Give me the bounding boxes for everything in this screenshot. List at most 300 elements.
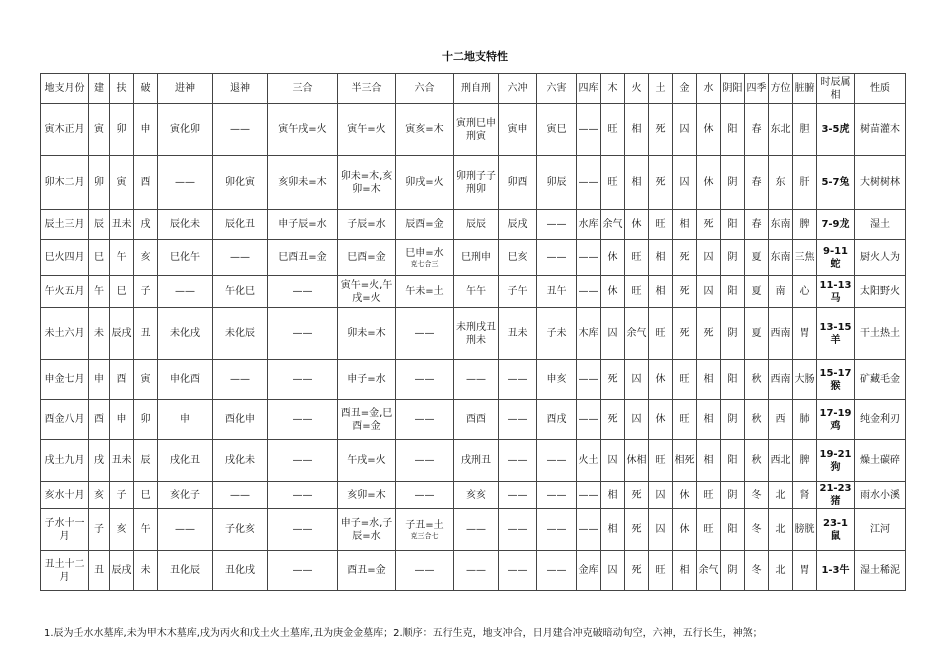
table-cell: 亥亥 [454,482,499,509]
table-cell: —— [396,551,454,591]
table-cell: —— [158,156,213,210]
table-cell: —— [268,551,338,591]
table-cell: 相 [697,440,721,482]
table-cell: 卯 [89,156,110,210]
table-cell: 午化巳 [213,276,268,308]
table-cell: —— [158,276,213,308]
table-cell: 相 [649,240,673,276]
column-header: 建 [89,74,110,104]
table-cell: 相 [625,156,649,210]
table-cell: 丑未 [110,210,134,240]
table-cell: —— [454,551,499,591]
table-cell: 1-3牛 [817,551,855,591]
table-cell: 申 [110,400,134,440]
table-cell: 巳刑申 [454,240,499,276]
table-cell: 辰戌 [499,210,537,240]
table-cell: 厨火人为 [855,240,906,276]
table-cell: 午未=土 [396,276,454,308]
table-cell: 21-23猪 [817,482,855,509]
table-cell: 旺 [625,240,649,276]
table-cell: —— [268,400,338,440]
table-cell: 干土热土 [855,308,906,360]
cell-text: 巳申=水 [405,247,444,259]
table-cell: 亥卯未=木 [268,156,338,210]
table-cell: 丑化戌 [213,551,268,591]
table-cell: —— [577,104,601,156]
table-cell: 胃 [793,308,817,360]
table-cell: 子化亥 [213,509,268,551]
table-cell: 囚 [649,509,673,551]
table-cell: 东南 [769,240,793,276]
table-cell: 囚 [697,240,721,276]
table-cell: 未土六月 [41,308,89,360]
page-title: 十二地支特性 [442,50,508,63]
table-cell: 卯酉 [499,156,537,210]
table-cell: 巳 [134,482,158,509]
table-cell: 脾 [793,210,817,240]
table-cell: 死 [673,308,697,360]
table-cell: 膀胱 [793,509,817,551]
table-cell: 未刑戌丑刑未 [454,308,499,360]
table-cell: 休 [649,360,673,400]
table-cell: 酉 [89,400,110,440]
table-cell: 寅午=火 [338,104,396,156]
table-cell: 阴 [721,551,745,591]
table-cell: 亥 [110,509,134,551]
table-cell: 卯未=木,亥卯=木 [338,156,396,210]
table-cell: 子午 [499,276,537,308]
cell-note: 克七合三 [410,259,439,268]
table-cell: 寅 [110,156,134,210]
table-cell: 东南 [769,210,793,240]
table-cell: 午午 [454,276,499,308]
table-cell: 肝 [793,156,817,210]
table-cell: —— [577,360,601,400]
table-cell: —— [537,509,577,551]
table-cell: 子 [134,276,158,308]
table-cell: —— [577,276,601,308]
table-cell: 相 [601,509,625,551]
table-cell: 戌刑丑 [454,440,499,482]
table-cell: 阳 [721,276,745,308]
table-cell: 申金七月 [41,360,89,400]
table-cell: 9-11蛇 [817,240,855,276]
table-cell: 亥化子 [158,482,213,509]
table-cell: 辰 [134,440,158,482]
table-cell: 囚 [625,400,649,440]
table-cell: —— [577,240,601,276]
table-cell: 春 [745,210,769,240]
table-cell: 江河 [855,509,906,551]
table-row [41,482,906,509]
table-cell: 阴 [721,482,745,509]
table-cell: 死 [697,210,721,240]
table-cell: 寅亥=木 [396,104,454,156]
table-cell: 23-1鼠 [817,509,855,551]
table-cell: 北 [769,509,793,551]
table-cell: 东北 [769,104,793,156]
table-cell: 湿土 [855,210,906,240]
table-cell: 死 [601,360,625,400]
table-cell: 寅申 [499,104,537,156]
table-cell: 休 [625,210,649,240]
table-cell: 相 [697,360,721,400]
table-cell: 北 [769,482,793,509]
table-cell: 三焦 [793,240,817,276]
table-cell: 卯未=木 [338,308,396,360]
table-cell: 亥 [134,240,158,276]
table-cell: —— [577,400,601,440]
column-header: 六害 [537,74,577,104]
table-cell: 旺 [649,210,673,240]
table-cell: 子水十一月 [41,509,89,551]
table-cell: 阴 [721,156,745,210]
column-header: 四季 [745,74,769,104]
table-cell: 旺 [601,156,625,210]
table-row [41,551,906,591]
table-cell: —— [396,482,454,509]
table-cell: —— [268,509,338,551]
table-row [41,360,906,400]
table-cell: 辰辰 [454,210,499,240]
table-cell: 午 [134,509,158,551]
column-header: 半三合 [338,74,396,104]
table-cell: —— [396,360,454,400]
table-cell: 南 [769,276,793,308]
column-header: 六冲 [499,74,537,104]
table-cell: 燥土碳碎 [855,440,906,482]
table-cell: 丑未 [499,308,537,360]
table-cell: 休 [601,240,625,276]
table-cell: 休相 [625,440,649,482]
table-cell: 阴 [721,240,745,276]
table-cell: 未 [134,551,158,591]
table-cell: —— [268,276,338,308]
table-cell: 阴 [721,308,745,360]
table-cell: —— [537,551,577,591]
table-cell: 死 [625,509,649,551]
table-cell: 纯金利刃 [855,400,906,440]
table-cell: 卯 [134,400,158,440]
column-header: 方位 [769,74,793,104]
column-header: 土 [649,74,673,104]
table-row [41,240,906,276]
header-row [41,74,906,104]
table-cell: —— [537,482,577,509]
table-cell: 太阳野火 [855,276,906,308]
table-cell: 夏 [745,240,769,276]
table-cell: 酉戌 [537,400,577,440]
table-cell: 休 [673,482,697,509]
table-cell: 北 [769,551,793,591]
table-cell: 辰酉=金 [396,210,454,240]
table-cell: 死 [601,400,625,440]
table-cell: 休 [649,400,673,440]
table-cell: 春 [745,104,769,156]
table-cell: 西 [769,400,793,440]
column-header: 扶 [110,74,134,104]
table-cell: —— [537,240,577,276]
table-row [41,156,906,210]
table-cell: 午火五月 [41,276,89,308]
table-row [41,104,906,156]
table-cell: 囚 [673,104,697,156]
table-cell: 申化酉 [158,360,213,400]
table-cell: 酉丑=金 [338,551,396,591]
table-cell: 申亥 [537,360,577,400]
table-cell: 阳 [721,509,745,551]
table-cell: —— [213,482,268,509]
table-cell: 旺 [649,308,673,360]
table-cell: 休 [697,156,721,210]
table-cell: 申 [134,104,158,156]
table-cell: 卯 [110,104,134,156]
table-cell: —— [499,440,537,482]
table-cell: —— [268,440,338,482]
table-row [41,400,906,440]
table-cell: 巳酉丑=金 [268,240,338,276]
table-cell: 寅化卯 [158,104,213,156]
table-cell: 相 [673,551,697,591]
table-cell: 肾 [793,482,817,509]
table-cell: 巳 [110,276,134,308]
column-header: 刑自刑 [454,74,499,104]
table-cell: 未化辰 [213,308,268,360]
table-cell: 子辰=水 [338,210,396,240]
table-cell: —— [499,551,537,591]
table-cell: —— [577,509,601,551]
table-cell: 午 [89,276,110,308]
footnote: 1.辰为壬水水墓库,未为甲木木墓库,戌为丙火和戊土火土墓库,丑为庚金金墓库；2.顺序：五行生克，地支冲合，日月建合冲克破暗动旬空，六神，五行长生，神煞； [44,628,763,639]
table-cell: 休 [697,104,721,156]
column-header: 木 [601,74,625,104]
column-header: 四库 [577,74,601,104]
table-cell: 死 [649,156,673,210]
table-row [41,210,906,240]
table-cell: —— [499,360,537,400]
table-cell: —— [268,482,338,509]
table-cell: 酉 [134,156,158,210]
table-cell: 申子辰=水 [268,210,338,240]
table-row [41,276,906,308]
table-cell: 旺 [625,276,649,308]
table-cell: 辰化丑 [213,210,268,240]
column-header: 地支月份 [41,74,89,104]
table-cell: 大肠 [793,360,817,400]
table-cell: 胃 [793,551,817,591]
table-cell: —— [577,482,601,509]
table-cell: —— [158,509,213,551]
earthly-branches-table [40,73,906,591]
column-header: 退神 [213,74,268,104]
table-cell: 相 [697,400,721,440]
table-cell: 余气 [625,308,649,360]
table-cell: 相 [625,104,649,156]
table-cell: 子未 [537,308,577,360]
table-cell: 湿土稀泥 [855,551,906,591]
table-cell: 东 [769,156,793,210]
table-cell: 申 [158,400,213,440]
table-cell: 辰戌 [110,308,134,360]
table-cell: 戌化丑 [158,440,213,482]
table-cell: 寅午戌=火 [268,104,338,156]
table-cell: 酉金八月 [41,400,89,440]
table-cell: 卯戌=火 [396,156,454,210]
table-cell: 心 [793,276,817,308]
table-cell: 旺 [649,551,673,591]
table-cell: 15-17猴 [817,360,855,400]
table-cell: 秋 [745,440,769,482]
column-header: 水 [697,74,721,104]
table-cell: 亥 [89,482,110,509]
table-cell: —— [213,104,268,156]
table-cell: —— [268,308,338,360]
table-cell: 亥水十月 [41,482,89,509]
table-cell: 囚 [673,156,697,210]
table-cell: 冬 [745,482,769,509]
column-header: 火 [625,74,649,104]
table-row [41,308,906,360]
table-cell: 午 [110,240,134,276]
table-cell: —— [213,360,268,400]
table-cell: 夏 [745,276,769,308]
table-cell: 相 [649,276,673,308]
table-cell: 春 [745,156,769,210]
table-cell: 丑 [134,308,158,360]
table-cell: 7-9龙 [817,210,855,240]
table-cell: —— [577,156,601,210]
table-row [41,509,906,551]
table-cell: 申子=水,子辰=水 [338,509,396,551]
table-cell: 辰戌 [110,551,134,591]
table-cell [396,509,454,551]
table-cell: 囚 [625,360,649,400]
table-cell: —— [499,400,537,440]
table-cell: 休 [673,509,697,551]
table-cell: 申 [89,360,110,400]
table-cell: —— [396,308,454,360]
table-cell: 卯化寅 [213,156,268,210]
table-cell: 夏 [745,308,769,360]
table-cell: 寅午=火,午戌=火 [338,276,396,308]
table-cell: —— [396,400,454,440]
table-cell: 死 [697,308,721,360]
table-cell: 水库 [577,210,601,240]
table-cell: 胆 [793,104,817,156]
table-cell: 寅巳 [537,104,577,156]
table-cell: 酉丑=金,巳酉=金 [338,400,396,440]
table-cell: 囚 [601,551,625,591]
table-cell: 午戌=火 [338,440,396,482]
table-cell: 旺 [697,482,721,509]
table-cell: 辰化未 [158,210,213,240]
table-cell: 囚 [697,276,721,308]
table-cell: 酉 [110,360,134,400]
table-cell: 戌 [89,440,110,482]
table-cell: 矿藏毛金 [855,360,906,400]
table-cell: 子 [110,482,134,509]
table-cell: 余气 [601,210,625,240]
table-cell: 相 [673,210,697,240]
table-cell: 冬 [745,551,769,591]
table-cell: 肺 [793,400,817,440]
cell-note: 克三合七 [410,531,439,540]
column-header: 进神 [158,74,213,104]
column-header: 三合 [268,74,338,104]
table-cell: 5-7兔 [817,156,855,210]
table-cell: 酉化申 [213,400,268,440]
table-cell: 休 [601,276,625,308]
table-cell: 卯木二月 [41,156,89,210]
table-cell: 丑 [89,551,110,591]
table-cell: —— [499,482,537,509]
table-cell: —— [537,440,577,482]
table-cell: 3-5虎 [817,104,855,156]
table-cell: 旺 [673,400,697,440]
table-cell: 戌土九月 [41,440,89,482]
column-header: 脏腑 [793,74,817,104]
column-header: 时辰属相 [817,74,855,104]
table-cell: 寅刑巳申刑寅 [454,104,499,156]
table-cell: 巳 [89,240,110,276]
table-cell: 西南 [769,308,793,360]
table-cell: 金库 [577,551,601,591]
table-cell: —— [213,240,268,276]
table-cell: 11-13马 [817,276,855,308]
table-cell: 死 [625,551,649,591]
table-cell: 冬 [745,509,769,551]
table-cell: 木库 [577,308,601,360]
table-cell [396,240,454,276]
table-cell: 西南 [769,360,793,400]
table-cell: 17-19鸡 [817,400,855,440]
table-cell: 巳酉=金 [338,240,396,276]
table-cell: —— [396,440,454,482]
table-cell: 阳 [721,104,745,156]
table-cell: —— [537,210,577,240]
table-cell: 申子=水 [338,360,396,400]
cell-text: 子丑=土 [405,519,444,531]
table-cell: 巳火四月 [41,240,89,276]
table-cell: 戌化未 [213,440,268,482]
column-header: 金 [673,74,697,104]
table-cell: 未化戌 [158,308,213,360]
table-cell: 丑土十二月 [41,551,89,591]
table-cell: 19-21狗 [817,440,855,482]
table-cell: 亥卯=木 [338,482,396,509]
table-cell: 死 [673,276,697,308]
table-cell: 寅 [134,360,158,400]
table-cell: 旺 [697,509,721,551]
table-cell: 旺 [601,104,625,156]
table-cell: 阳 [721,440,745,482]
table-cell: 巳亥 [499,240,537,276]
table-cell: 13-15羊 [817,308,855,360]
table-cell: 子 [89,509,110,551]
table-cell: 死 [673,240,697,276]
column-header: 性质 [855,74,906,104]
table-cell: 死 [625,482,649,509]
table-cell: 树苗灌木 [855,104,906,156]
table-cell: 相 [601,482,625,509]
table-cell: —— [454,360,499,400]
table-cell: 秋 [745,360,769,400]
table-cell: 卯刑子子刑卯 [454,156,499,210]
table-cell: 旺 [649,440,673,482]
column-header: 破 [134,74,158,104]
table-cell: 丑午 [537,276,577,308]
table-cell: 丑未 [110,440,134,482]
